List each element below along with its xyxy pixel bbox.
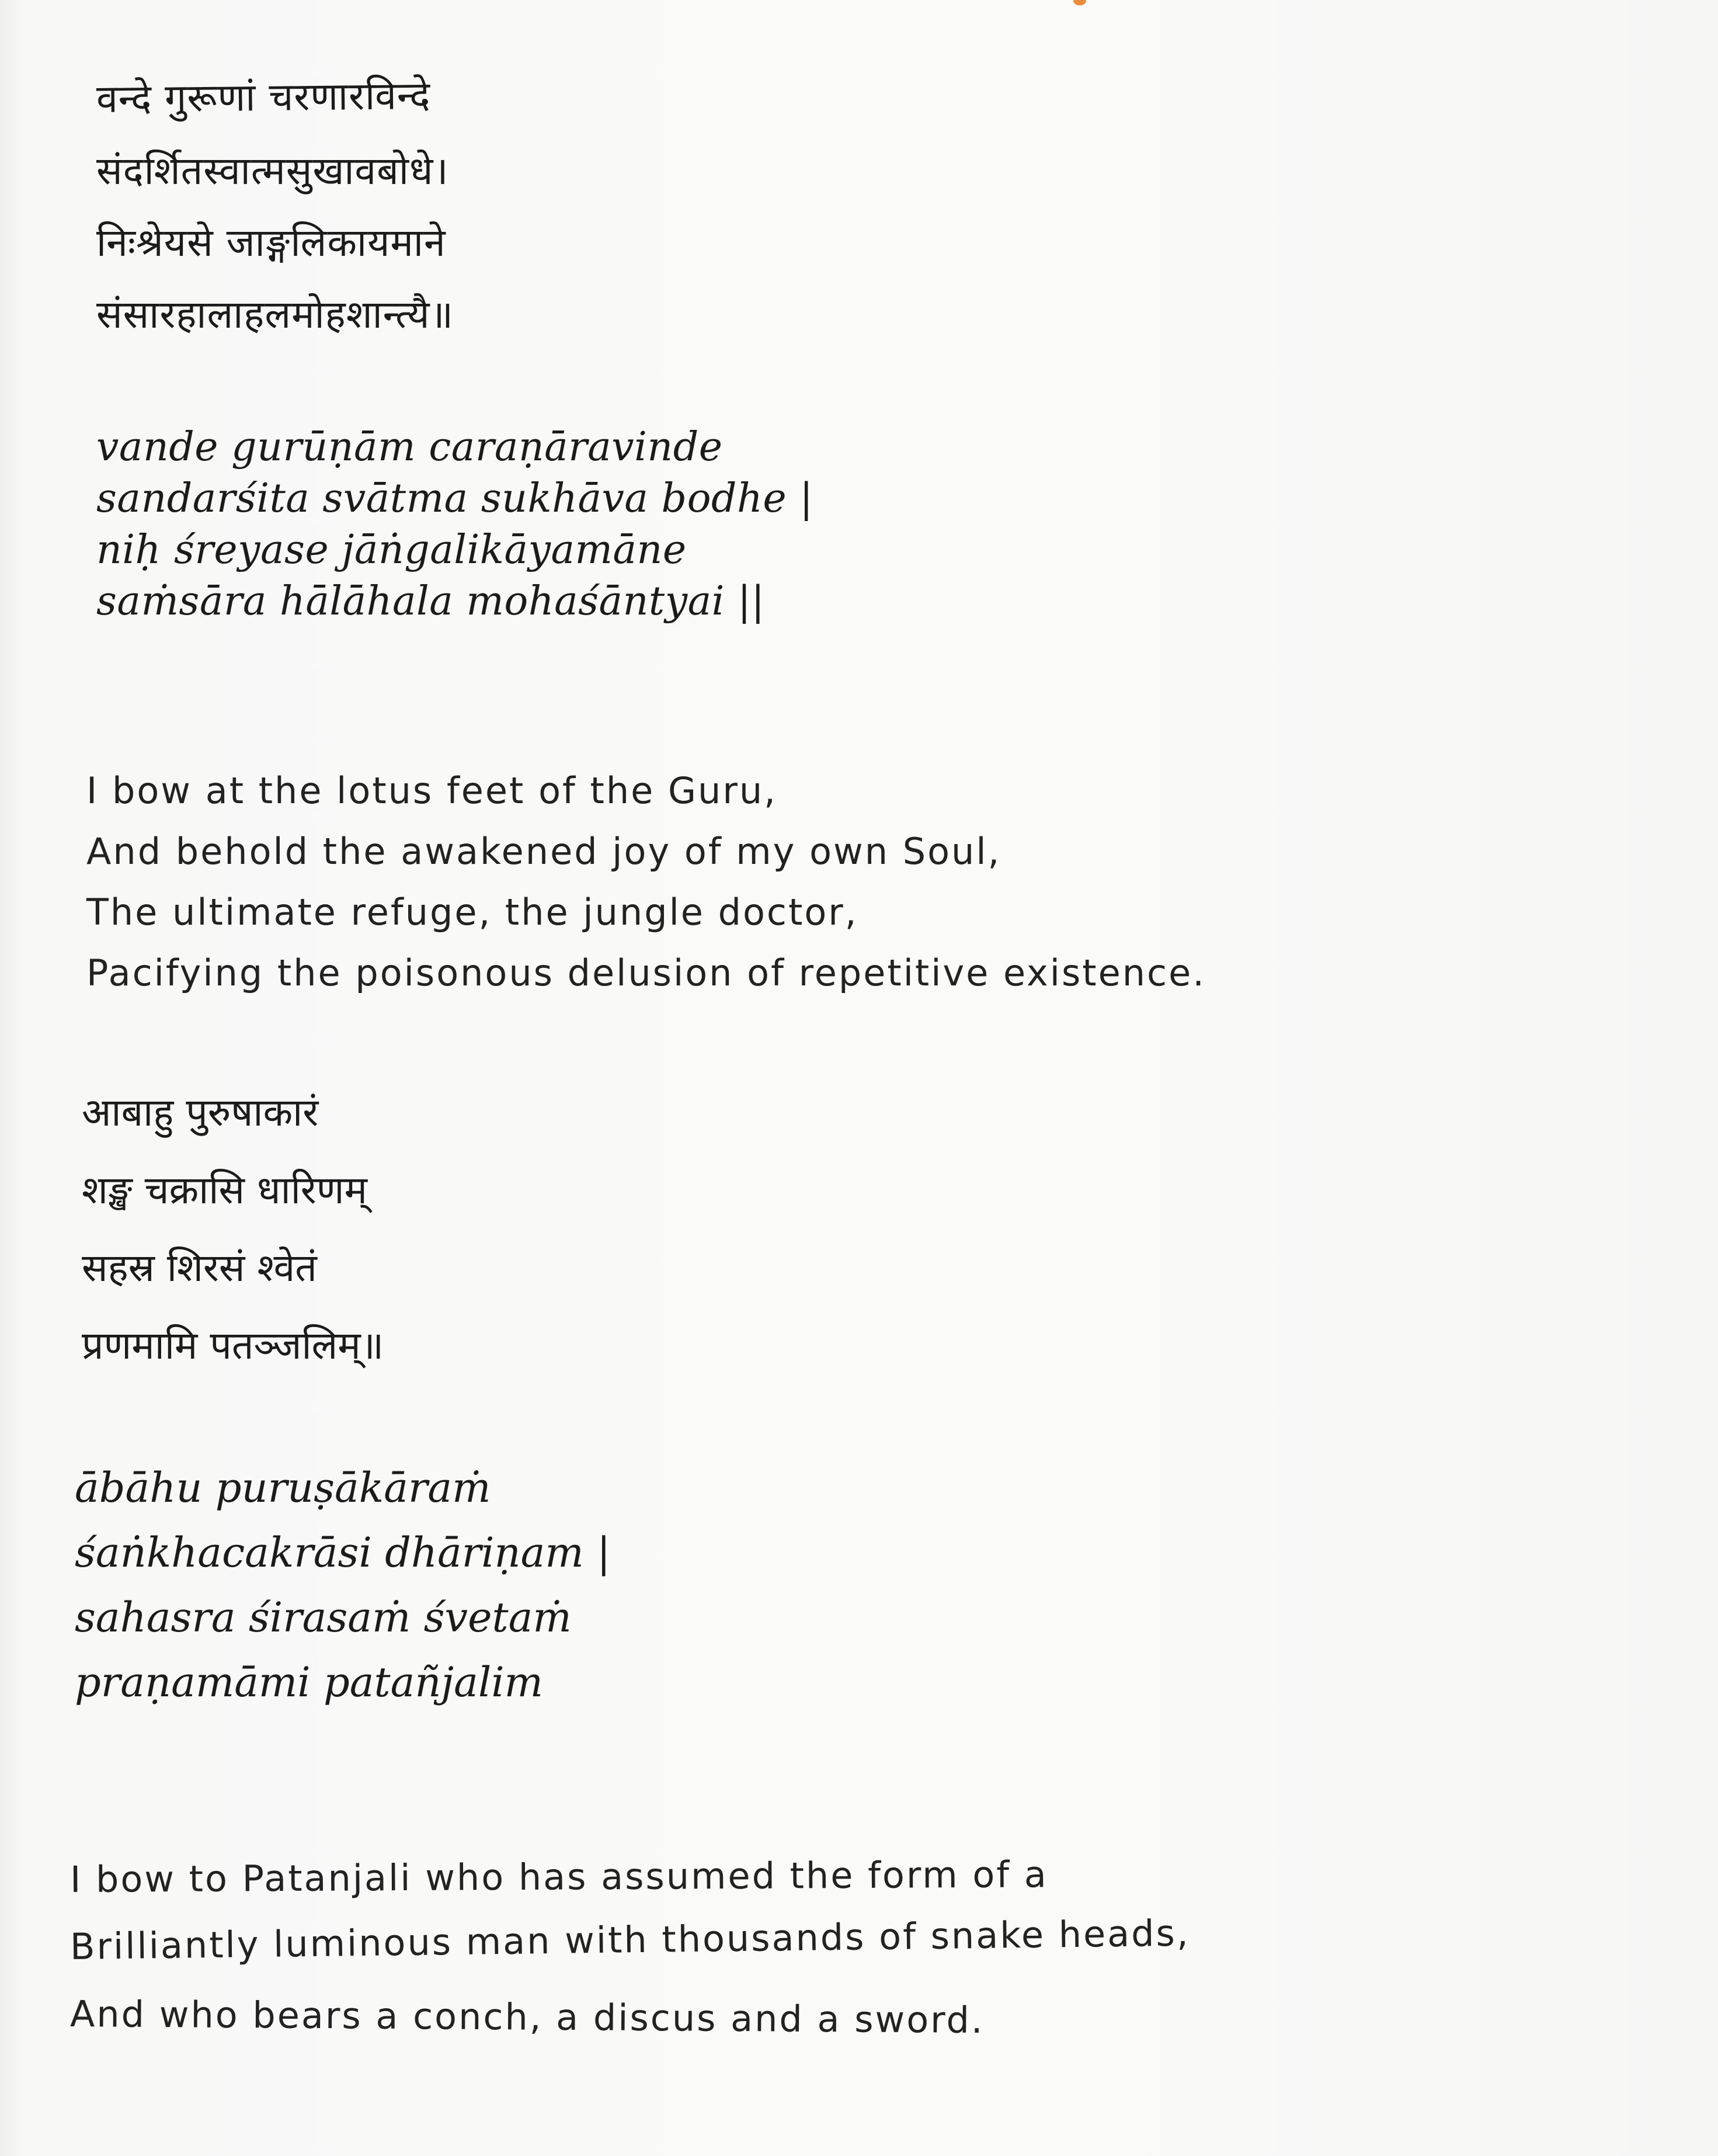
verse2-transliteration-line-4: praṇamāmi patañjalim (75, 1658, 544, 1706)
verse2-devanagari-line-3: सहस्र शिरसं श्वेतं (82, 1245, 317, 1290)
verse2-transliteration-line-1: ābāhu puruṣākāraṁ (75, 1464, 491, 1512)
verse1-english-line-3: The ultimate refuge, the jungle doctor, (86, 891, 858, 933)
verse1-transliteration (96, 422, 813, 627)
verse2-devanagari-line-4: प्रणमामि पतञ्जलिम्॥ (82, 1323, 384, 1368)
verse2-transliteration (75, 1456, 611, 1715)
verse2-english-line-3: And who bears a conch, a discus and a sword. (69, 1992, 985, 2042)
verse1-english-line-4: Pacifying the poisonous delusion of repetitive existence. (86, 952, 1206, 994)
verse2-devanagari-line-1: आबाहु पुरुषाकारं (82, 1090, 319, 1135)
verse2-transliteration-line-3: sahasra śirasaṁ śvetaṁ (75, 1593, 572, 1641)
verse1-devanagari-line-3: निःश्रेयसे जाङ्गलिकायमाने (96, 220, 446, 265)
verse2-transliteration-line-2: śaṅkhacakrāsi dhāriṇam | (75, 1529, 611, 1577)
verse1-english-line-2: And behold the awakened joy of my own Soul, (86, 830, 1001, 873)
verse1-transliteration-line-1: vande gurūṇām caraṇāravinde (96, 424, 723, 470)
verse1-english-line-1: I bow at the lotus feet of the Guru, (86, 769, 777, 812)
verse1-transliteration-line-4: saṁsāra hālāhala mohaśāntyai || (96, 578, 765, 624)
verse1-devanagari-line-2: संदर्शितस्वात्मसुखावबोधे। (96, 148, 449, 193)
verse2-devanagari-line-2: शङ्ख चक्रासि धारिणम् (82, 1168, 367, 1213)
verse1-devanagari-line-4: संसारहालाहलमोहशान्त्यै॥ (96, 292, 454, 337)
verse1-transliteration-line-2: sandarśita svātma sukhāva bodhe | (96, 475, 813, 522)
page-edge-accent (1073, 0, 1086, 5)
verse2-english (70, 1846, 1190, 2047)
verse1-english (86, 761, 1206, 1004)
verse1-transliteration-line-3: niḥ śreyase jāṅgalikāyamāne (96, 527, 687, 573)
verse1-devanagari-line-1: वन्दे गुरूणां चरणारविन्दे (96, 73, 431, 121)
verse2-english-line-1: I bow to Patanjali who has assumed the form of a (69, 1853, 1049, 1901)
verse1-devanagari (96, 63, 454, 350)
verse2-devanagari (82, 1074, 384, 1384)
verse2-english-line-2: Brilliantly luminous man with thousands of snake heads, (69, 1911, 1190, 1968)
